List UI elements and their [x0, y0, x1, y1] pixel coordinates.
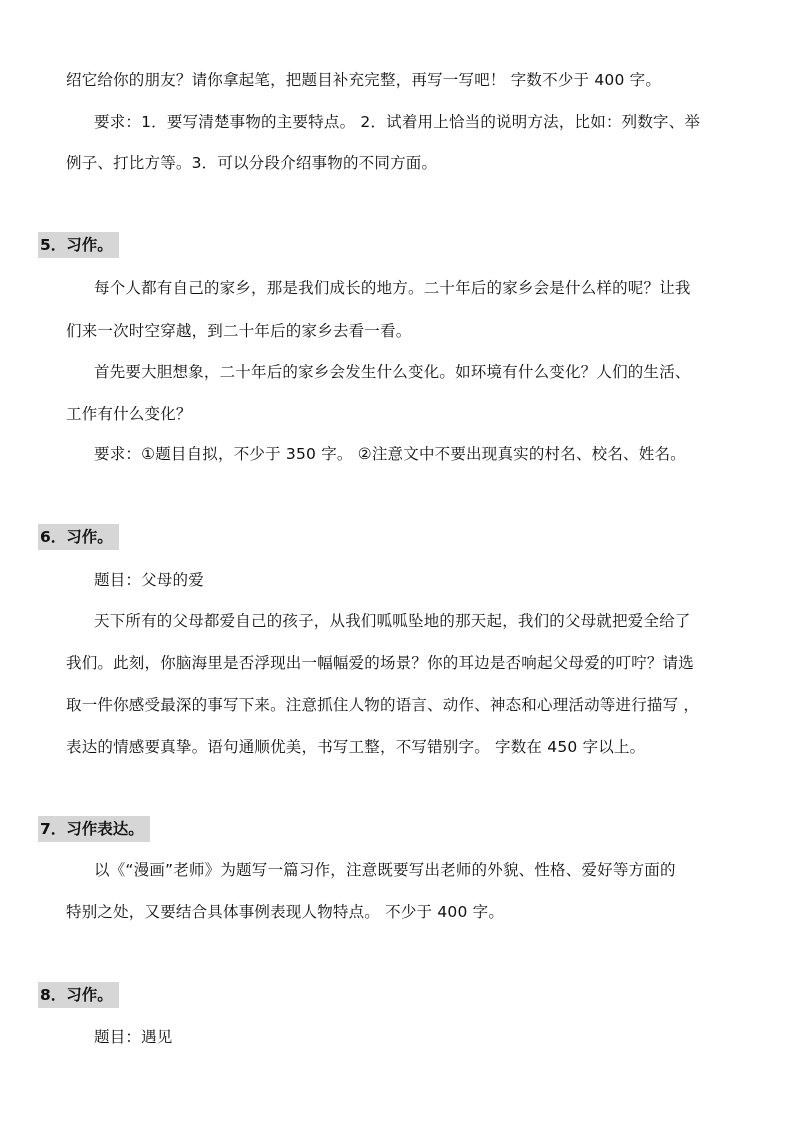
paragraph-line: 我们。此刻，你脑海里是否浮现出一幅幅爱的场景？你的耳边是否响起父母爱的叮咛？请选	[66, 654, 695, 672]
requirements-line: 要求：①题目自拟，不少于 350 字。 ②注意文中不要出现真实的村名、校名、姓名。	[94, 445, 686, 463]
paragraph-line: 取一件你感受最深的事写下来。注意抓住人物的语言、动作、神态和心理活动等进行描写 ，	[66, 696, 700, 714]
paragraph-line: 每个人都有自己的家乡，那是我们成长的地方。二十年后的家乡会是什么样的呢？让我	[94, 279, 691, 297]
topic-line: 题目：父母的爱	[94, 571, 204, 589]
requirements-line: 例子、打比方等。3．可以分段介绍事物的不同方面。	[66, 154, 438, 172]
paragraph-line: 以《“漫画”老师》为题写一篇习作，注意既要写出老师的外貌、性格、爱好等方面的	[94, 861, 676, 879]
paragraph-line: 绍它给你的朋友？请你拿起笔，把题目补充完整，再写一写吧！ 字数不少于 400 字。	[66, 71, 662, 89]
paragraph-line: 首先要大胆想象，二十年后的家乡会发生什么变化。如环境有什么变化？人们的生活、	[94, 363, 691, 381]
paragraph-line: 特别之处，又要结合具体事例表现人物特点。 不少于 400 字。	[66, 903, 505, 921]
question-6-heading: 6．习作。	[38, 524, 119, 550]
paragraph-line: 表达的情感要真挚。语句通顺优美，书写工整，不写错别字。 字数在 450 字以上。	[66, 738, 646, 756]
paragraph-line: 天下所有的父母都爱自己的孩子，从我们呱呱坠地的那天起，我们的父母就把爱全给了	[94, 612, 691, 630]
question-5-heading: 5．习作。	[38, 232, 119, 258]
question-7-heading: 7．习作表达。	[38, 816, 150, 842]
question-8-heading: 8．习作。	[38, 982, 119, 1008]
topic-line: 题目：遇见	[94, 1028, 173, 1046]
paragraph-line: 工作有什么变化？	[66, 405, 192, 423]
requirements-line: 要求：1．要写清楚事物的主要特点。 2．试着用上恰当的说明方法，比如：列数字、举	[94, 113, 701, 131]
paragraph-line: 们来一次时空穿越，到二十年后的家乡去看一看。	[66, 322, 412, 340]
